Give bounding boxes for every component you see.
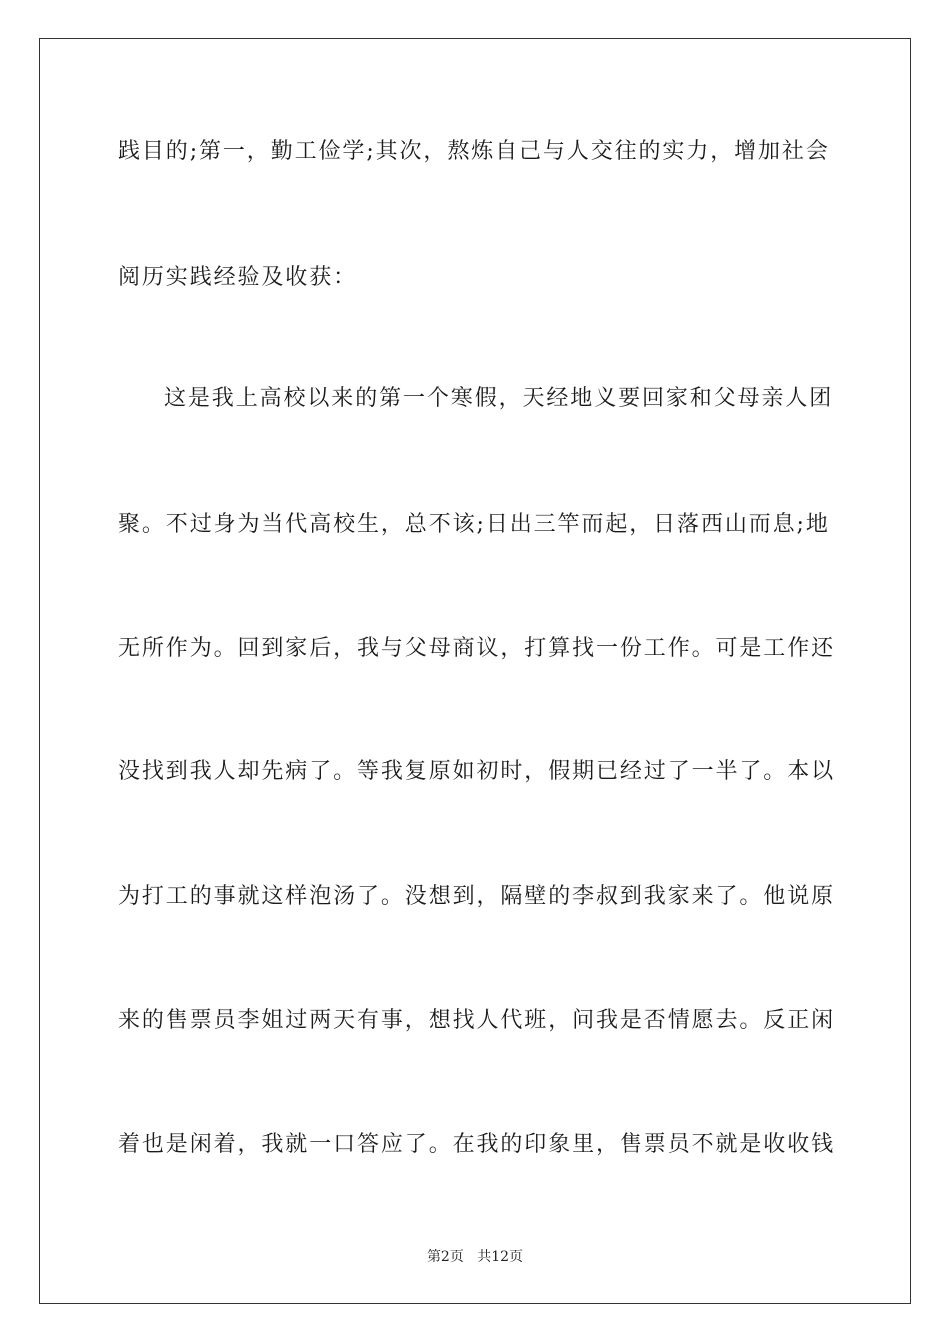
text-line: 践目的;第一，勤工俭学;其次，熬炼自己与人交往的实力，增加社会 (118, 139, 830, 164)
text-line: 聚。不过身为当代高校生，总不该;日出三竿而起，日落西山而息;地 (118, 512, 830, 537)
page-total: 共12页 (477, 1249, 524, 1265)
text-line: 来的售票员李姐过两天有事，想找人代班，问我是否情愿去。反正闲 (118, 1008, 836, 1033)
text-line: 没找到我人却先病了。等我复原如初时，假期已经过了一半了。本以 (118, 759, 836, 784)
text-line: 着也是闲着，我就一口答应了。在我的印象里，售票员不就是收收钱 (118, 1132, 836, 1157)
text-line: 阅历实践经验及收获： (118, 265, 358, 290)
text-line: 无所作为。回到家后，我与父母商议，打算找一份工作。可是工作还 (118, 636, 836, 661)
page-footer (0, 1248, 950, 1266)
page-number: 第2页 (426, 1249, 464, 1265)
text-line: 为打工的事就这样泡汤了。没想到，隔壁的李叔到我家来了。他说原 (118, 884, 836, 909)
text-line-paragraph-start: 这是我上高校以来的第一个寒假，天经地义要回家和父母亲人团 (164, 386, 834, 411)
